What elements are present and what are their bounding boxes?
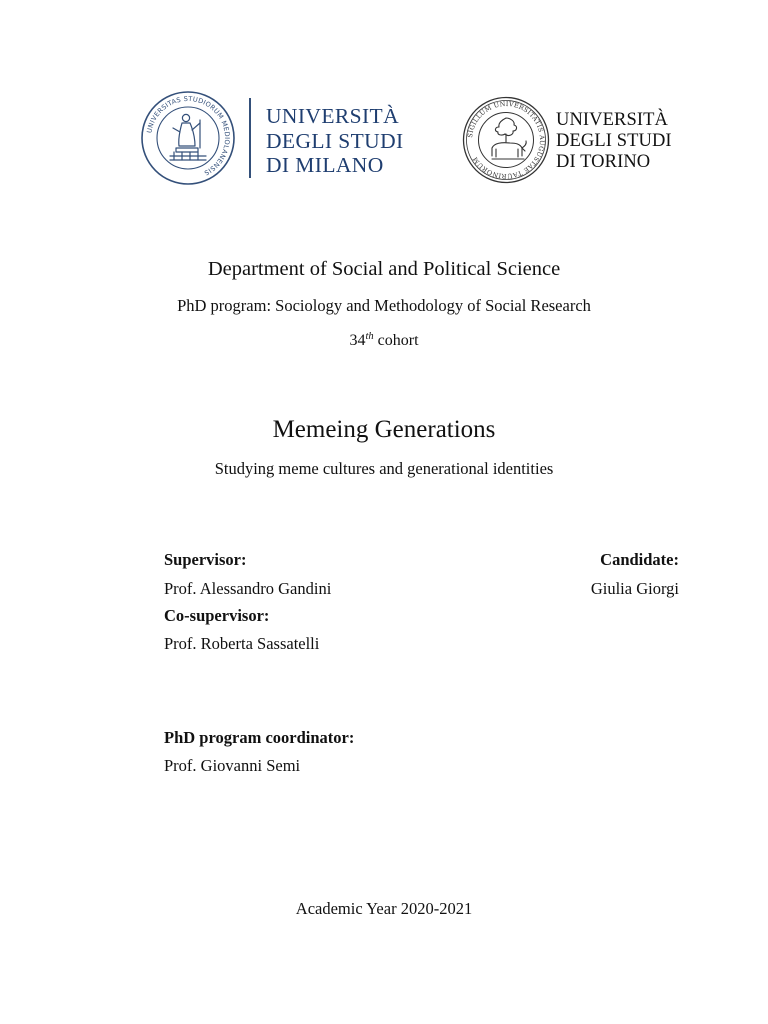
torino-seal-icon	[462, 96, 550, 184]
milano-seal-icon	[140, 90, 236, 186]
milano-wordmark-line: UNIVERSITÀ	[266, 104, 399, 128]
torino-seal-text: SIGILLUM UNIVERSITATIS AUGUSTAE TAURINORUM	[466, 99, 547, 181]
cohort-number: 34	[349, 332, 366, 349]
program-heading: PhD program: Sociology and Methodology of Social Research	[177, 296, 591, 315]
logo-divider	[249, 98, 251, 178]
cohort-line	[0, 331, 768, 350]
supervisor-label: Supervisor:	[164, 550, 247, 569]
thesis-title: Memeing Generations	[272, 416, 496, 443]
cohort-suffix: th	[365, 331, 374, 342]
candidate-label: Candidate:	[600, 550, 679, 569]
milano-wordmark	[266, 104, 404, 178]
torino-wordmark-line: DI TORINO	[556, 152, 651, 172]
cohort-word: cohort	[377, 332, 419, 349]
candidate-name: Giulia Giorgi	[590, 579, 679, 598]
milano-wordmark-line: DEGLI STUDI	[266, 128, 404, 153]
coordinator-label: PhD program coordinator:	[164, 728, 355, 747]
milano-wordmark-line: DI MILANO	[266, 153, 384, 177]
thesis-subtitle: Studying meme cultures and generational identities	[214, 459, 554, 478]
cosupervisor-name: Prof. Roberta Sassatelli	[164, 634, 320, 653]
coordinator-name: Prof. Giovanni Semi	[164, 756, 301, 775]
torino-wordmark	[556, 110, 672, 173]
torino-wordmark-line: DEGLI STUDI	[556, 131, 672, 151]
academic-year: Academic Year 2020-2021	[295, 899, 473, 918]
department-heading: Department of Social and Political Science	[207, 258, 561, 280]
torino-wordmark-line: UNIVERSITÀ	[556, 110, 668, 130]
milano-university-logo	[140, 90, 430, 186]
torino-university-logo	[462, 96, 692, 186]
cosupervisor-label: Co-supervisor:	[164, 606, 270, 625]
milano-seal-text: UNIVERSITAS STUDIORUM MEDIOLANENSIS	[145, 94, 232, 177]
supervisor-name: Prof. Alessandro Gandini	[164, 579, 332, 598]
